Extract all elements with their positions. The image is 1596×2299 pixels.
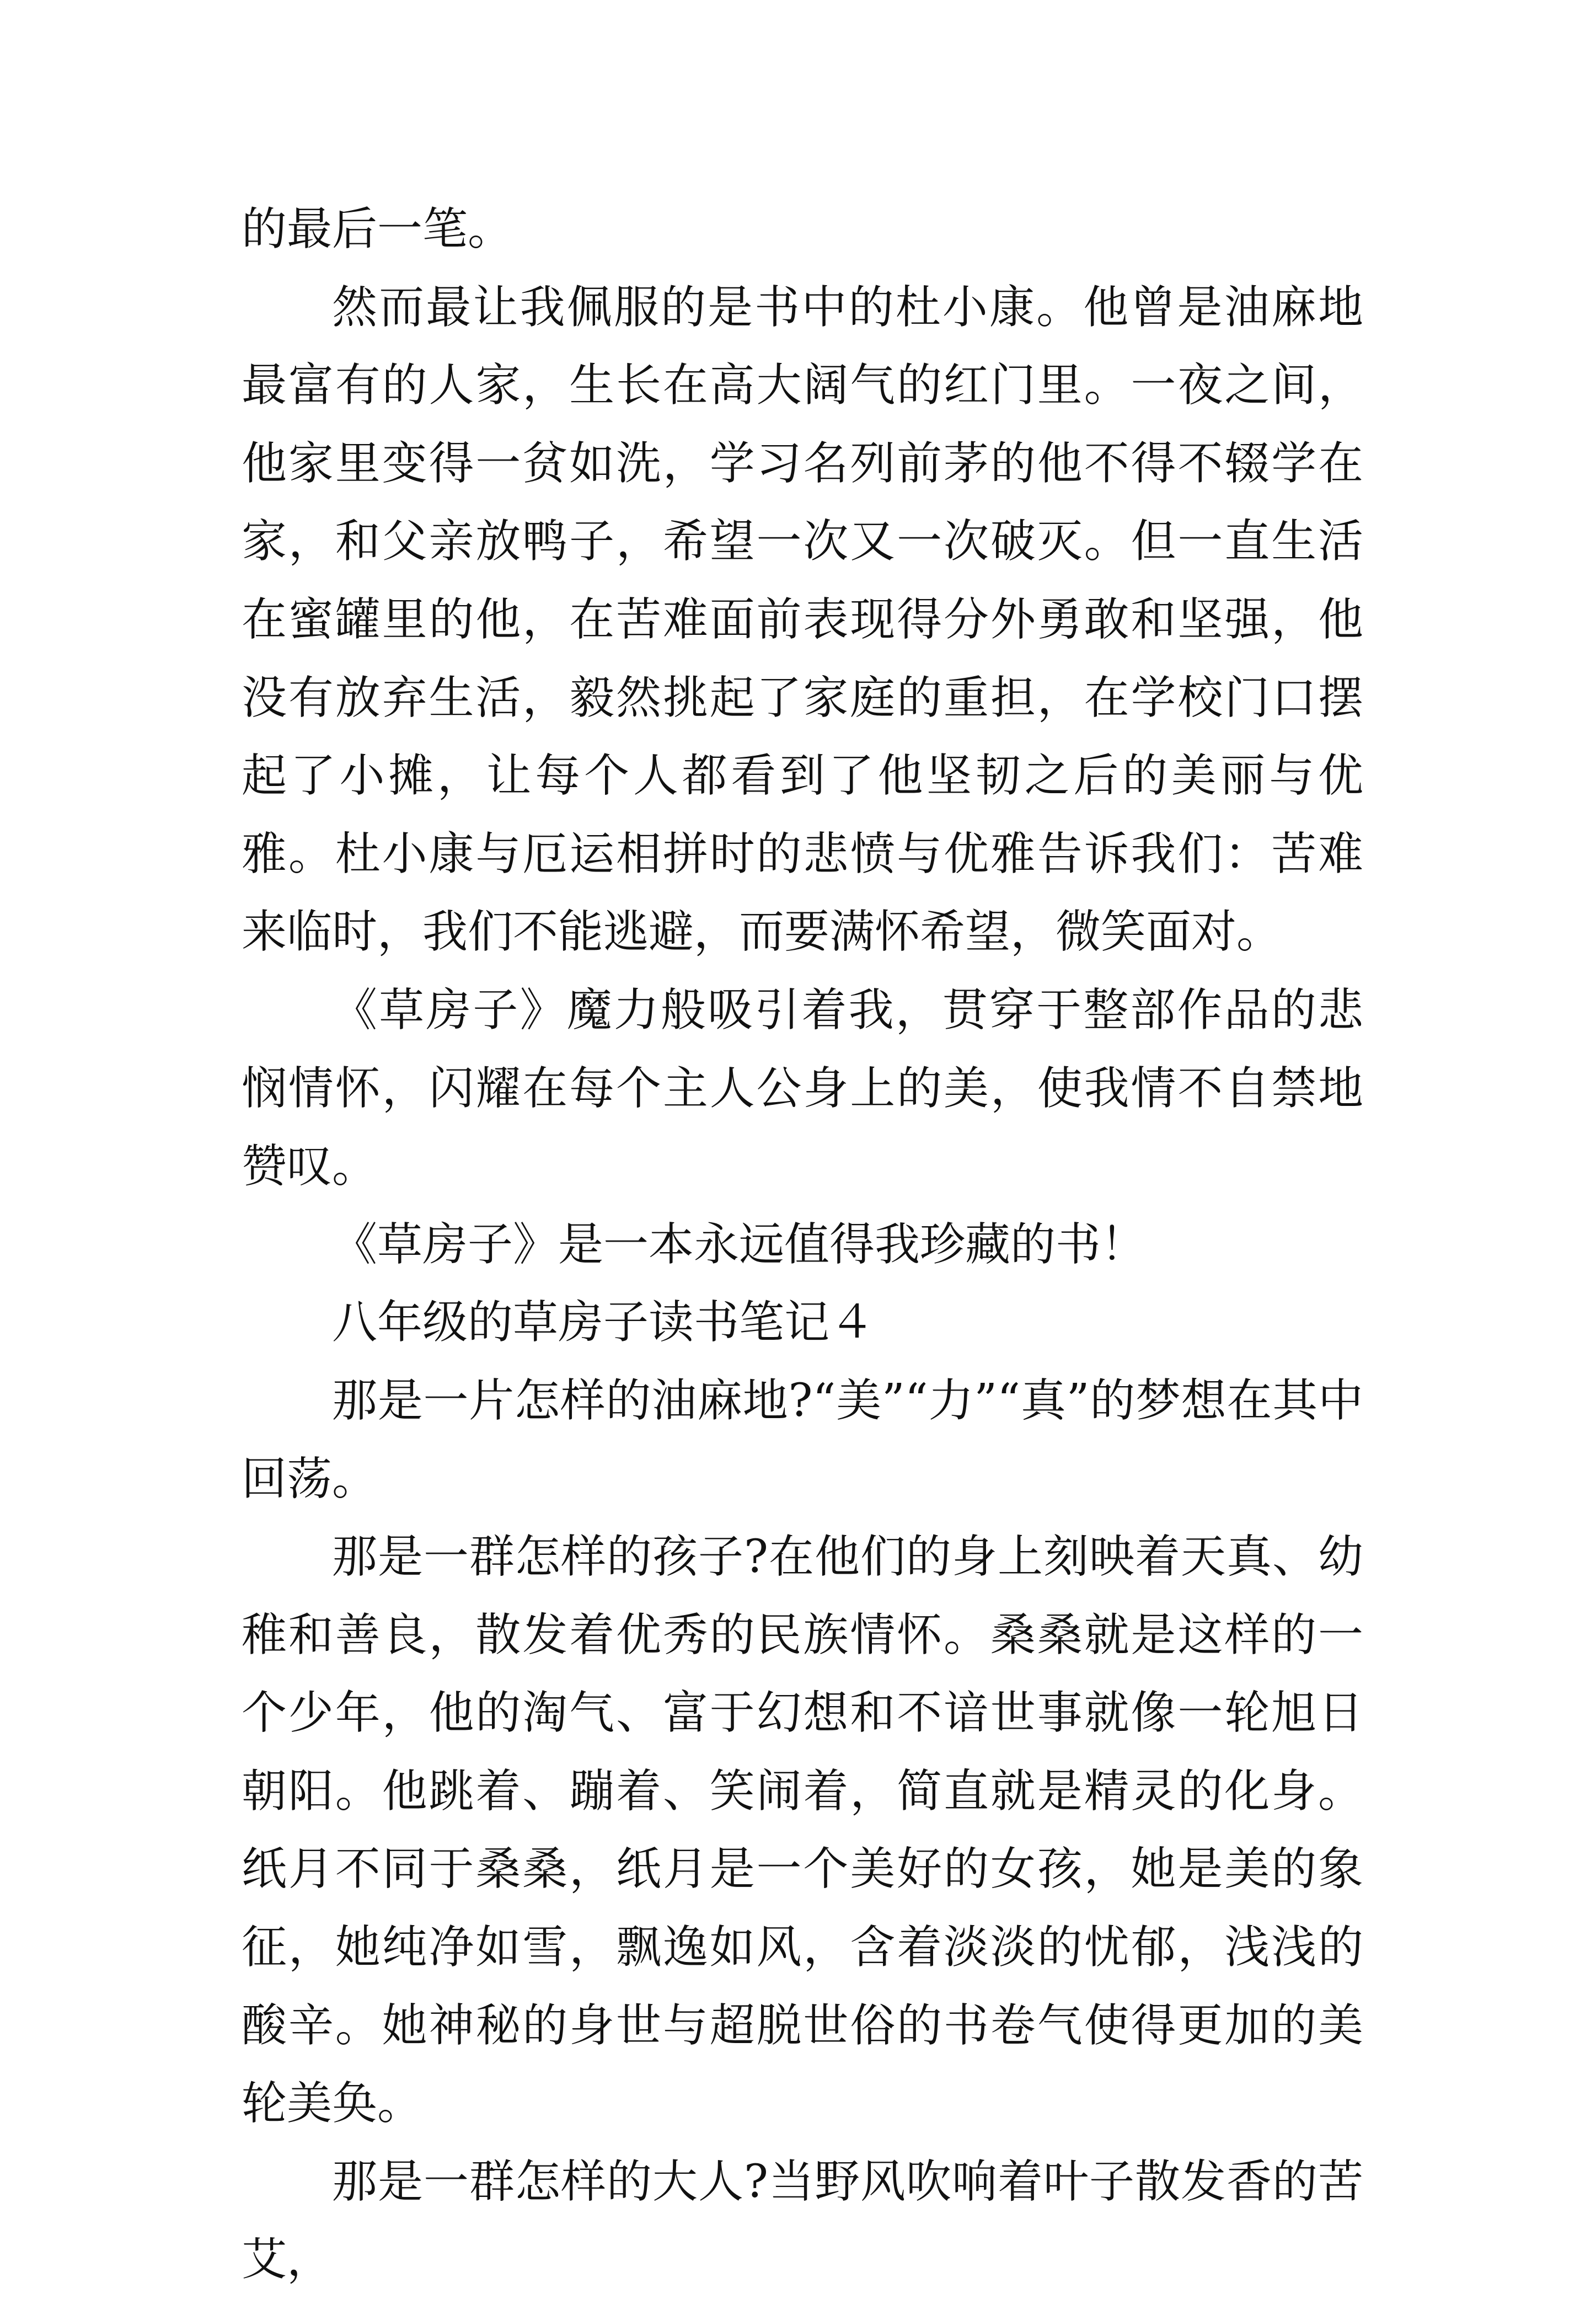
paragraph-2: 然而最让我佩服的是书中的杜小康。他曾是油麻地最富有的人家，生长在高大阔气的红门里。一夜之间，他家里变得一贫如洗，学习名列前茅的他不得不辍学在家，和父亲放鸭子，希望一次又一次破灭。但一直生活在蜜罐里的他，在苦难面前表现得分外勇敢和坚强，他没有放弃生活，毅然挑起了家庭的重担，在学校门口摆起了小摊，让每个人都看到了他坚韧之后的美丽与优雅。杜小康与厄运相拼时的悲愤与优雅告诉我们：苦难来临时，我们不能逃避，而要满怀希望，微笑面对。 — [242, 281, 1363, 959]
paragraph-5: 那是一片怎样的油麻地?“美”“力”“真”的梦想在其中回荡。 — [242, 1374, 1363, 1505]
paragraph-4: 《草房子》是一本永远值得我珍藏的书！ — [332, 1218, 1147, 1271]
paragraph-6: 那是一群怎样的孩子?在他们的身上刻映着天真、幼稚和善良，散发着优秀的民族情怀。桑桑就是这样的一个少年，他的淘气、富于幻想和不谙世事就像一轮旭日朝阳。他跳着、蹦着、笑闹着，简直就是精灵的化身。纸月不同于桑桑，纸月是一个美好的女孩，她是美的象征，她纯净如雪，飘逸如风，含着淡淡的忧郁，浅浅的酸辛。她神秘的身世与超脱世俗的书卷气使得更加的美轮美奂。 — [242, 1531, 1363, 2130]
body-text — [242, 190, 1363, 2299]
paragraph-1: 的最后一笔。 — [242, 203, 513, 255]
paragraph-7: 那是一群怎样的大人?当野风吹响着叶子散发香的苦艾， — [242, 2155, 1363, 2286]
paragraph-3: 《草房子》魔力般吸引着我，贯穿于整部作品的悲悯情怀，闪耀在每个主人公身上的美，使我情不自禁地赞叹。 — [242, 983, 1363, 1193]
section-heading: 八年级的草房子读书笔记４ — [332, 1296, 875, 1349]
